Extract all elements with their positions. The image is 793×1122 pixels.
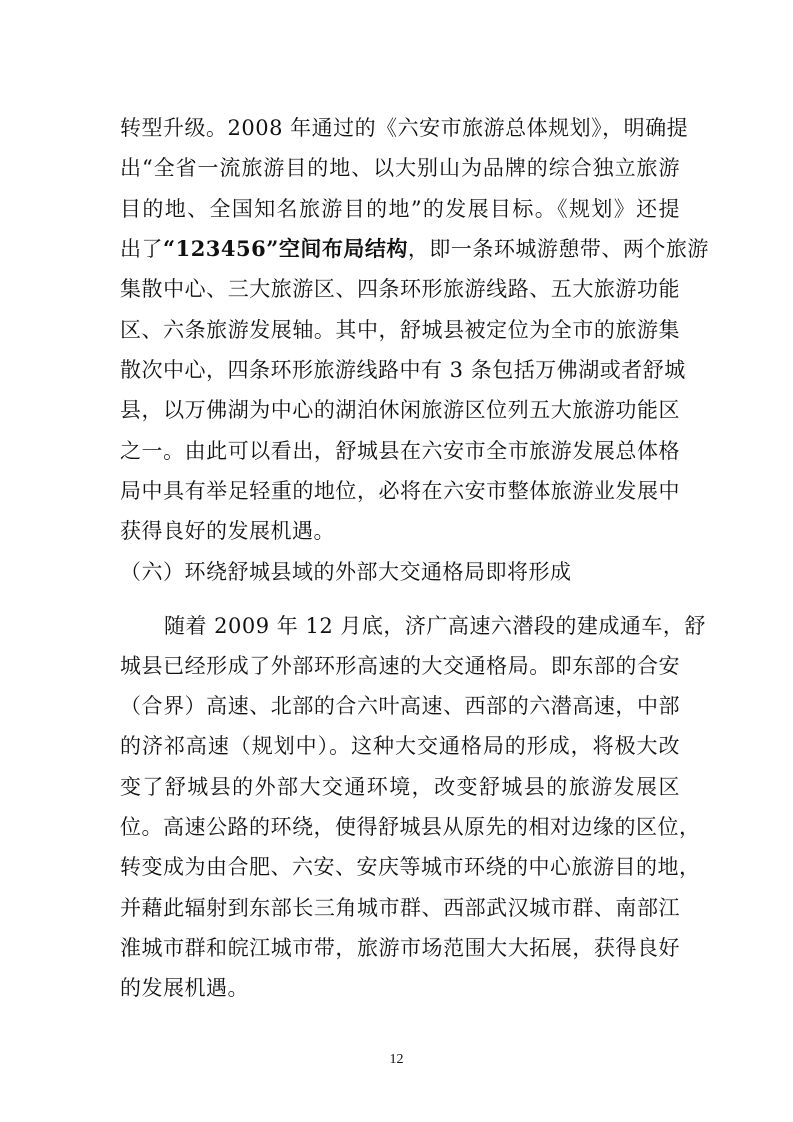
line-4-suffix: ，即一条环城游憩带、两个旅游 bbox=[407, 237, 709, 261]
paragraph-1-line-6: 区、六条旅游发展轴。其中，舒城县被定位为全市的旅游集 bbox=[120, 318, 680, 342]
paragraph-2-line-7: 转变成为由合肥、六安、安庆等城市环绕的中心旅游目的地， bbox=[120, 855, 701, 879]
paragraph-2-line-3: （合界）高速、北部的合六叶高速、西部的六潜高速，中部 bbox=[120, 694, 680, 718]
page-number: 12 bbox=[389, 1052, 404, 1067]
paragraph-1-line-11: 获得良好的发展机遇。 bbox=[120, 519, 335, 543]
section-heading: （六）环绕舒城县域的外部大交通格局即将形成 bbox=[120, 560, 572, 584]
paragraph-1-line-8: 县，以万佛湖为中心的湖泊休闲旅游区位列五大旅游功能区 bbox=[120, 398, 680, 422]
paragraph-1-line-10: 局中具有举足轻重的地位，必将在六安市整体旅游业发展中 bbox=[120, 479, 680, 503]
paragraph-2-line-10: 的发展机遇。 bbox=[120, 976, 249, 1000]
paragraph-1-line-9: 之一。由此可以看出，舒城县在六安市全市旅游发展总体格 bbox=[120, 439, 680, 463]
paragraph-1-line-7: 散次中心，四条环形旅游线路中有 3 条包括万佛湖或者舒城 bbox=[120, 358, 686, 382]
paragraph-1-line-1: 转型升级。2008 年通过的《六安市旅游总体规划》，明确提 bbox=[120, 116, 689, 140]
paragraph-1-line-3: 目的地、全国知名旅游目的地”的发展目标。《规划》还提 bbox=[120, 197, 680, 221]
paragraph-2-line-8: 并藉此辐射到东部长三角城市群、西部武汉城市群、南部江 bbox=[120, 896, 680, 920]
paragraph-2-line-2: 城县已经形成了外部环形高速的大交通格局。即东部的合安 bbox=[120, 654, 680, 678]
paragraph-1-line-4 bbox=[120, 234, 709, 264]
paragraph-2-line-6: 位。高速公路的环绕，使得舒城县从原先的相对边缘的区位， bbox=[120, 815, 701, 839]
paragraph-2-line-4: 的济祁高速（规划中）。这种大交通格局的形成，将极大改 bbox=[120, 734, 680, 758]
paragraph-2-line-1: 随着 2009 年 12 月底，济广高速六潜段的建成通车，舒 bbox=[164, 614, 706, 638]
paragraph-1-line-2: 出“全省一流旅游目的地、以大别山为品牌的综合独立旅游 bbox=[120, 156, 680, 180]
paragraph-1-line-5: 集散中心、三大旅游区、四条环形旅游线路、五大旅游功能 bbox=[120, 277, 680, 301]
paragraph-2-line-5: 变了舒城县的外部大交通环境，改变舒城县的旅游发展区 bbox=[120, 775, 680, 799]
paragraph-2-line-9: 淮城市群和皖江城市带，旅游市场范围大大拓展，获得良好 bbox=[120, 936, 680, 960]
line-4-prefix: 出了 bbox=[120, 237, 163, 261]
spatial-layout-structure-bold: “123456”空间布局结构 bbox=[163, 236, 408, 261]
